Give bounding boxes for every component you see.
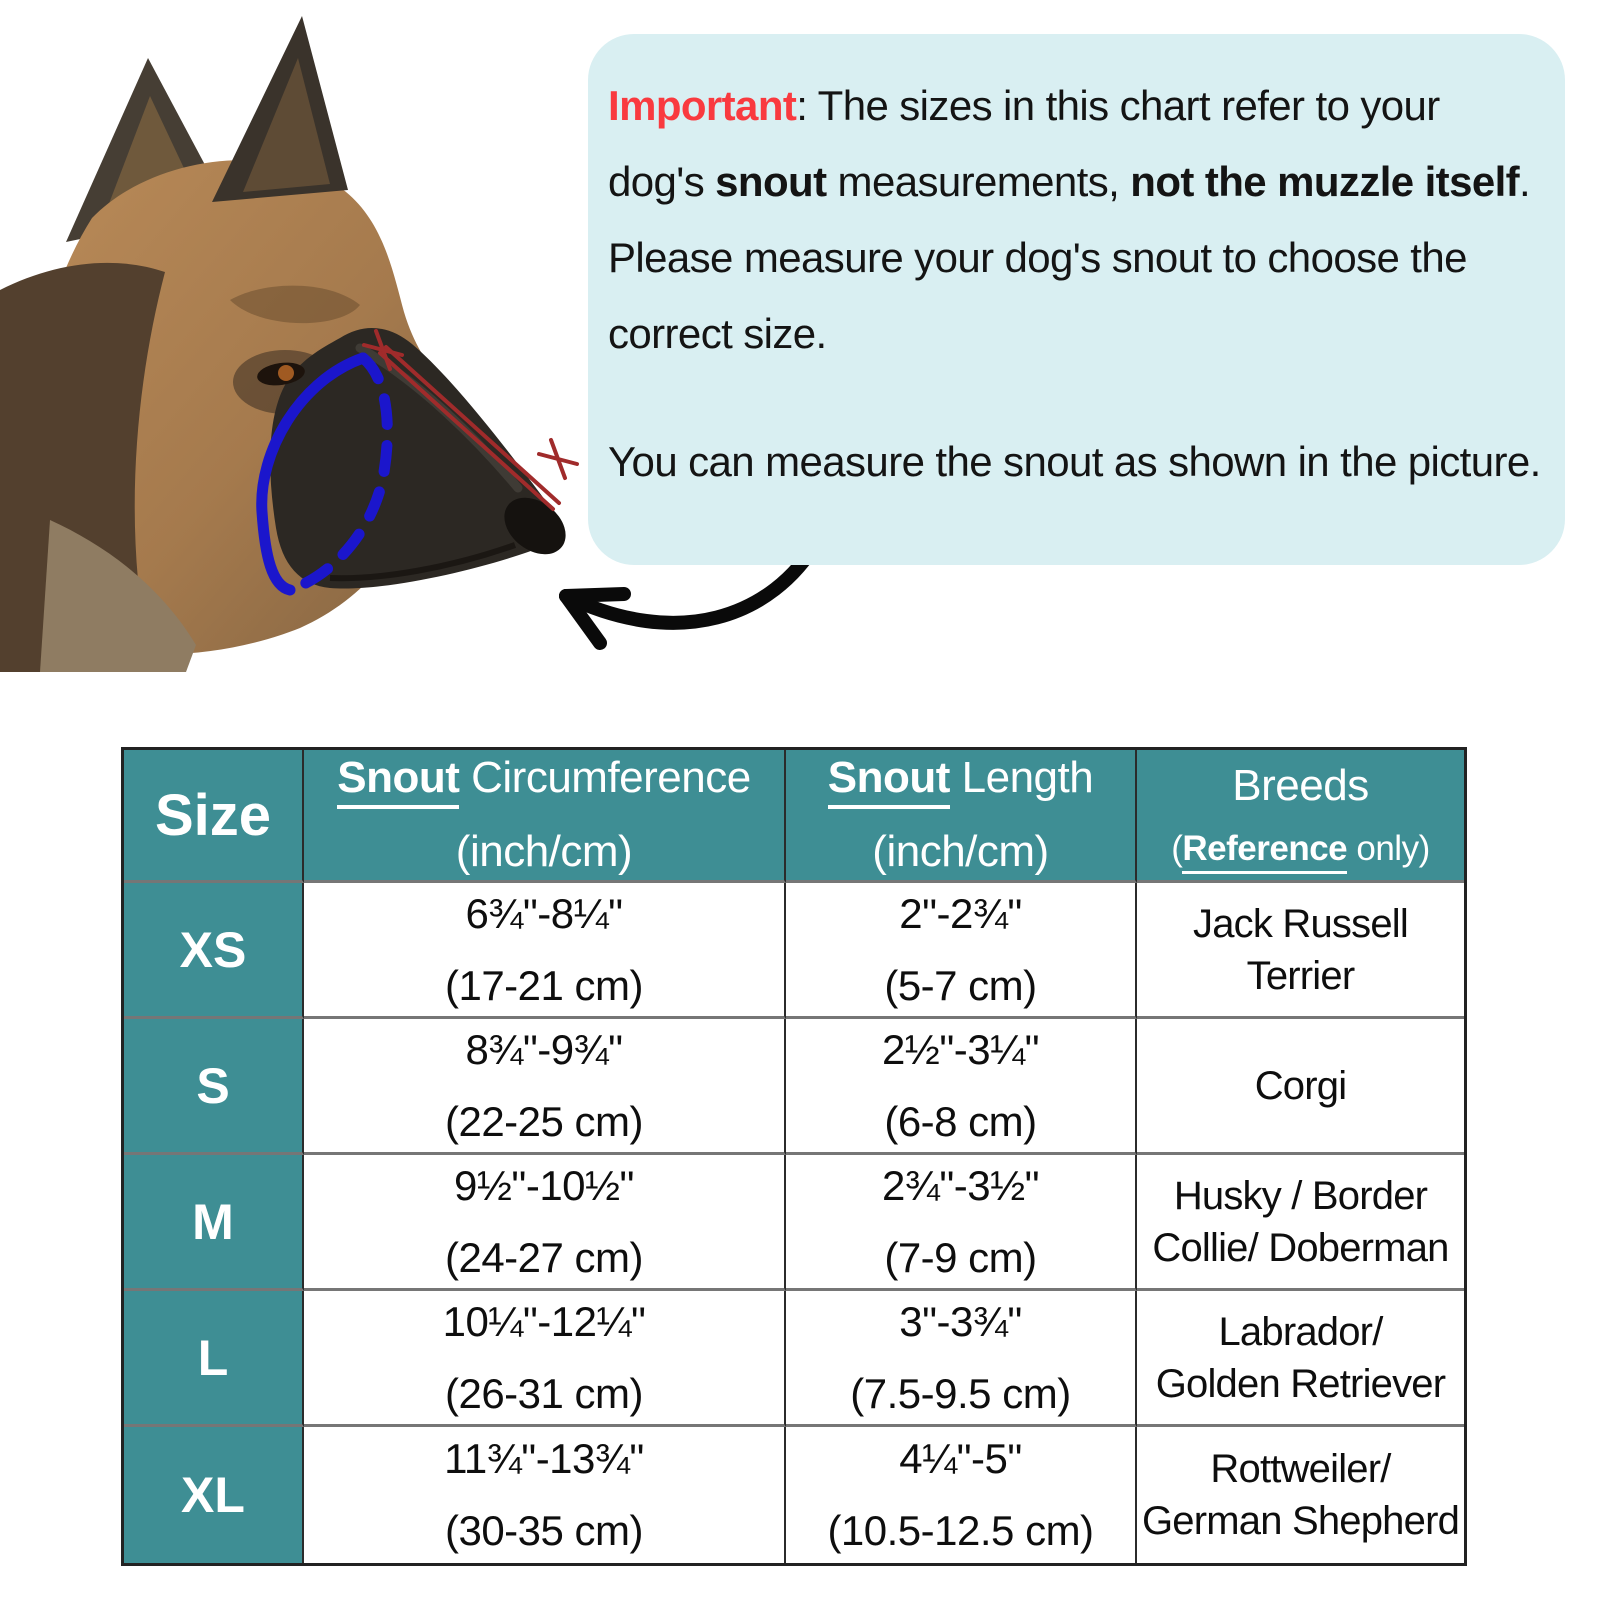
dog-head: [0, 16, 577, 672]
breeds-cell: Rottweiler/ German Shepherd: [1141, 1447, 1460, 1543]
length-cell: 2½"-3¼" (6-8 cm): [786, 1019, 1137, 1155]
info-text-paragraph: Important: The sizes in this chart refer to your dog's snout measurements, not the muzzle itself. Please measure your dog's snout to choose the correct size.: [608, 82, 1531, 357]
length-cell: 4¼"-5" (10.5-12.5 cm): [786, 1427, 1137, 1563]
table-row-l: [124, 1291, 1464, 1427]
table-row-s: [124, 1019, 1464, 1155]
breeds-cell: Corgi: [1137, 1019, 1464, 1155]
size-cell: XL: [124, 1427, 304, 1563]
info-text-paragraph-2: You can measure the snout as shown in the picture.: [608, 438, 1541, 485]
circumference-cell: 11¾"-13¾" (30-35 cm): [304, 1427, 786, 1563]
header-row: [124, 750, 1464, 883]
breeds-cell: Jack Russell Terrier: [1137, 883, 1464, 1019]
size-chart-table: [121, 747, 1467, 1566]
circumference-cell: 6¾"-8¼" (17-21 cm): [304, 883, 786, 1019]
col-header-snout-length: Snout Length (inch/cm): [786, 750, 1137, 883]
table-row-xs: [124, 883, 1464, 1019]
circumference-cell: 10¼"-12¼" (26-31 cm): [304, 1291, 786, 1427]
col-header-snout-circumference: Snout Circumference (inch/cm): [304, 750, 786, 883]
breeds-cell: Labrador/ Golden Retriever: [1137, 1291, 1464, 1427]
col-header-size: Size: [124, 750, 304, 883]
important-label: Important: [608, 82, 797, 129]
size-cell: S: [124, 1019, 304, 1155]
length-cell: 2¾"-3½" (7-9 cm): [786, 1155, 1137, 1291]
length-cell: 3"-3¾" (7.5-9.5 cm): [786, 1291, 1137, 1427]
col-header-breeds: Breeds (Reference only): [1137, 750, 1464, 883]
circumference-cell: 9½"-10½" (24-27 cm): [304, 1155, 786, 1291]
size-cell: L: [124, 1291, 304, 1427]
circumference-cell: 8¾"-9¾" (22-25 cm): [304, 1019, 786, 1155]
info-box: [588, 34, 1565, 565]
size-cell: XS: [124, 883, 304, 1019]
hero-section: [0, 0, 1600, 733]
breeds-cell: Husky / Border Collie/ Doberman: [1137, 1155, 1464, 1291]
length-cell: 2"-2¾" (5-7 cm): [786, 883, 1137, 1019]
table-row-xl: [124, 1427, 1464, 1563]
size-cell: M: [124, 1155, 304, 1291]
table-row-m: [124, 1155, 1464, 1291]
